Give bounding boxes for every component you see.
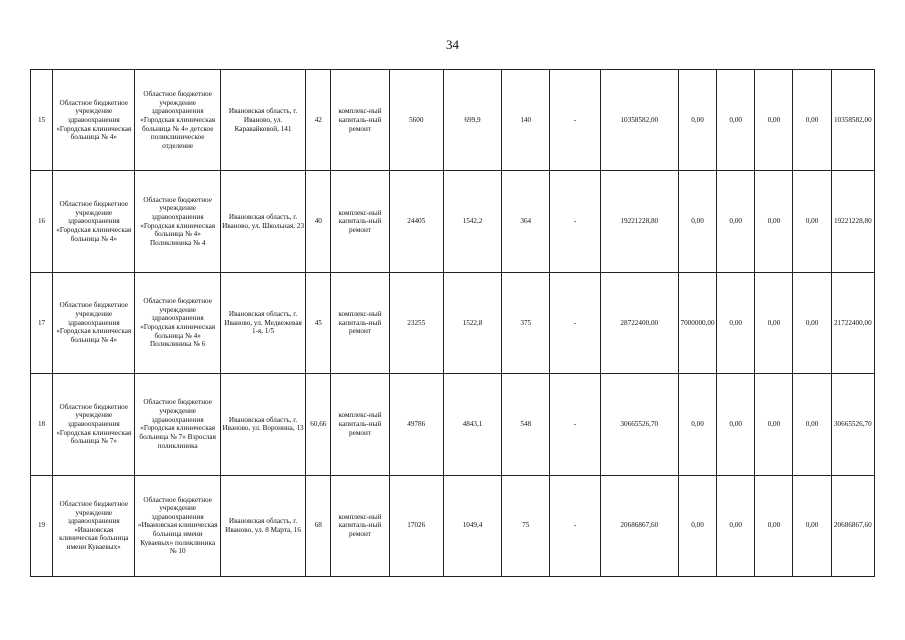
owner-institution-cell: Областное бюджетное учреждение здравоохранения «Городская клиническая больница № 4» <box>53 171 135 272</box>
empty-value-cell: - <box>550 171 600 272</box>
owner-institution-cell: Областное бюджетное учреждение здравоохранения «Городская клиническая больница № 4» <box>53 272 135 373</box>
funding-cell-c: 0,00 <box>793 475 831 576</box>
facility-name-cell: Областное бюджетное учреждение здравоохранения «Городская клиническая больница № 4» Поликлиника № 6 <box>135 272 220 373</box>
row-number-cell: 19 <box>31 475 53 576</box>
funding-cell-b: 0,00 <box>755 70 793 171</box>
volume-cell: 1542,2 <box>443 171 501 272</box>
area-cell: 49786 <box>389 374 443 475</box>
address-cell: Ивановская область, г. Иваново, ул. Школьная, 23 <box>220 171 305 272</box>
row-number-cell: 18 <box>31 374 53 475</box>
federal-funds-cell: 0,00 <box>678 70 716 171</box>
funding-cell-c: 0,00 <box>793 272 831 373</box>
work-type-cell: комплекс-ный капиталь-ный ремонт <box>331 475 389 576</box>
address-cell: Ивановская область, г. Иваново, ул. Каравайковой, 141 <box>220 70 305 171</box>
funding-cell-a: 0,00 <box>717 475 755 576</box>
total-cost-cell: 10358582,00 <box>600 70 678 171</box>
building-age-cell: 60,66 <box>306 374 331 475</box>
table-row <box>31 475 875 576</box>
federal-funds-cell: 0,00 <box>678 475 716 576</box>
funding-cell-c: 0,00 <box>793 171 831 272</box>
empty-value-cell: - <box>550 272 600 373</box>
regional-funds-cell: 19221228,80 <box>831 171 874 272</box>
volume-cell: 699,9 <box>443 70 501 171</box>
page-number: 34 <box>446 37 459 52</box>
table-row <box>31 70 875 171</box>
work-type-cell: комплекс-ный капиталь-ный ремонт <box>331 272 389 373</box>
funding-cell-a: 0,00 <box>717 374 755 475</box>
facility-name-cell: Областное бюджетное учреждение здравоохранения «Городская клиническая больница № 4» Поликлиника № 4 <box>135 171 220 272</box>
area-cell: 24405 <box>389 171 443 272</box>
federal-funds-cell: 7000000,00 <box>678 272 716 373</box>
volume-cell: 1049,4 <box>443 475 501 576</box>
address-cell: Ивановская область, г. Иваново, ул. Воронина, 13 <box>220 374 305 475</box>
regional-funds-cell: 21722400,00 <box>831 272 874 373</box>
capacity-cell: 140 <box>502 70 550 171</box>
volume-cell: 1522,8 <box>443 272 501 373</box>
federal-funds-cell: 0,00 <box>678 171 716 272</box>
total-cost-cell: 28722400,00 <box>600 272 678 373</box>
funding-cell-a: 0,00 <box>717 171 755 272</box>
address-cell: Ивановская область, г. Иваново, ул. 8 Марта, 16 <box>220 475 305 576</box>
owner-institution-cell: Областное бюджетное учреждение здравоохранения «Городская клиническая больница № 4» <box>53 70 135 171</box>
funding-cell-b: 0,00 <box>755 171 793 272</box>
funding-cell-c: 0,00 <box>793 70 831 171</box>
address-cell: Ивановская область, г. Иваново, ул. Медвежевая 1-я, 1/5 <box>220 272 305 373</box>
funding-cell-c: 0,00 <box>793 374 831 475</box>
row-number-cell: 17 <box>31 272 53 373</box>
funding-cell-a: 0,00 <box>717 272 755 373</box>
area-cell: 23255 <box>389 272 443 373</box>
empty-value-cell: - <box>550 475 600 576</box>
volume-cell: 4843,1 <box>443 374 501 475</box>
facility-name-cell: Областное бюджетное учреждение здравоохранения «Городская клиническая больница № 7» Взрослая поликлиника <box>135 374 220 475</box>
funding-cell-b: 0,00 <box>755 475 793 576</box>
work-type-cell: комплекс-ный капиталь-ный ремонт <box>331 171 389 272</box>
building-age-cell: 45 <box>306 272 331 373</box>
building-age-cell: 40 <box>306 171 331 272</box>
row-number-cell: 15 <box>31 70 53 171</box>
table-row <box>31 374 875 475</box>
table-row <box>31 171 875 272</box>
facility-name-cell: Областное бюджетное учреждение здравоохранения «Городская клиническая больница № 4» детское поликлиническое отделение <box>135 70 220 171</box>
regional-funds-cell: 20686867,60 <box>831 475 874 576</box>
area-cell: 17026 <box>389 475 443 576</box>
capacity-cell: 548 <box>502 374 550 475</box>
work-type-cell: комплекс-ный капиталь-ный ремонт <box>331 70 389 171</box>
capacity-cell: 75 <box>502 475 550 576</box>
funding-cell-b: 0,00 <box>755 272 793 373</box>
federal-funds-cell: 0,00 <box>678 374 716 475</box>
owner-institution-cell: Областное бюджетное учреждение здравоохранения «Ивановская клиническая больница имени Куваевых» <box>53 475 135 576</box>
area-cell: 5600 <box>389 70 443 171</box>
building-age-cell: 42 <box>306 70 331 171</box>
owner-institution-cell: Областное бюджетное учреждение здравоохранения «Городская клиническая больница № 7» <box>53 374 135 475</box>
facility-repair-table <box>30 69 875 577</box>
empty-value-cell: - <box>550 374 600 475</box>
row-number-cell: 16 <box>31 171 53 272</box>
total-cost-cell: 19221228,80 <box>600 171 678 272</box>
work-type-cell: комплекс-ный капиталь-ный ремонт <box>331 374 389 475</box>
capacity-cell: 375 <box>502 272 550 373</box>
regional-funds-cell: 30665526,70 <box>831 374 874 475</box>
total-cost-cell: 30665526,70 <box>600 374 678 475</box>
building-age-cell: 68 <box>306 475 331 576</box>
total-cost-cell: 20686867,60 <box>600 475 678 576</box>
empty-value-cell: - <box>550 70 600 171</box>
table-row <box>31 272 875 373</box>
capacity-cell: 364 <box>502 171 550 272</box>
facility-name-cell: Областное бюджетное учреждение здравоохранения «Ивановская клиническая больница имени Куваевых» поликлиника № 10 <box>135 475 220 576</box>
regional-funds-cell: 10358582,00 <box>831 70 874 171</box>
funding-cell-b: 0,00 <box>755 374 793 475</box>
funding-cell-a: 0,00 <box>717 70 755 171</box>
